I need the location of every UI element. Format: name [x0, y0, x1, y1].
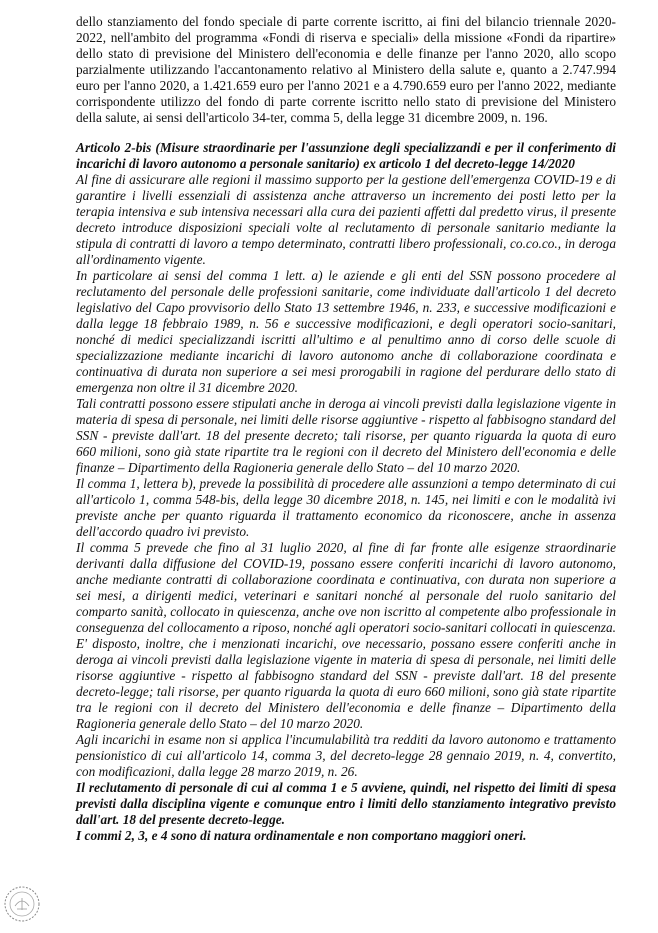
article-heading: Articolo 2-bis (Misure straordinarie per l'assunzione degli specializzandi e per il conferimento di incarichi di lavoro autonomo a personale sanitario) ex articolo 1 del decreto-legge 14/2020: [76, 140, 616, 171]
official-seal-icon: [2, 884, 42, 924]
body-paragraph: Agli incarichi in esame non si applica l'incumulabilità tra redditi da lavoro autonomo e trattamento pensionistico di cui all'articolo 14, comma 3, del decreto-legge 28 gennaio 2019, n. 4, convertito, con modificazioni, dalla legge 28 marzo 2019, n. 26.: [76, 732, 616, 779]
body-paragraph: Il comma 5 prevede che fino al 31 luglio 2020, al fine di far fronte alle esigenze straordinarie derivanti dalla diffusione del COVID-19, possano essere conferiti incarichi di lavoro autonomo, anche mediante contratti di collaborazione coordinata e continuativa, con durata non superiore a sei mesi, a dirigenti medici, veterinari e sanitari nonché al personale del ruolo sanitario del comparto sanità, collocato in quiescenza, anche ove non iscritto al competente albo professionale in conseguenza del collocamento a riposo, nonché agli operatori socio-sanitari collocati in quiescenza. E' disposto, inoltre, che i menzionati incarichi, ove necessario, possano essere conferiti anche in deroga ai vincoli previsti dalla legislazione vigente in materia di spesa di personale, nei limiti delle risorse aggiuntive - rispetto al fabbisogno standard del SSN - previste dall'art. 18 del presente decreto-legge; tali risorse, per quanto riguarda la quota di euro 660 milioni, sono già state ripartite tra le regioni con il decreto del Ministero dell'economia e delle finanze – Dipartimento della Ragioneria generale dello Stato – del 10 marzo 2020.: [76, 540, 616, 731]
body-paragraph: Tali contratti possono essere stipulati anche in deroga ai vincoli previsti dalla legislazione vigente in materia di spesa di personale, nei limiti delle risorse aggiuntive - rispetto al fabbisogno standard del SSN - previste dall'art. 18 del presente decreto; tali risorse, per quanto riguarda la quota di euro 660 milioni, sono già state ripartite tra le regioni con il decreto del Ministero dell'economia e delle finanze – Dipartimento della Ragioneria generale dello Stato – del 10 marzo 2020.: [76, 396, 616, 475]
document-page: [76, 14, 616, 844]
body-paragraph: In particolare ai sensi del comma 1 lett. a) le aziende e gli enti del SSN possono procedere al reclutamento del personale delle professioni sanitarie, come individuate dall'articolo 1 del decreto legislativo del Capo provvisorio dello Stato 13 settembre 1946, n. 233, e successive modificazioni e dalla legge 18 febbraio 1989, n. 56 e successive modificazioni, e degli operatori socio-sanitari, nonché di medici specializzandi iscritti all'ultimo e al penultimo anno di corso delle scuole di specializzazione mediante incarichi di lavoro autonomo anche di collaborazione coordinata e continuativa di durata non superiore a sei mesi prorogabili in ragione del perdurare dello stato di emergenza non oltre il 31 dicembre 2020.: [76, 268, 616, 395]
conclusion-paragraph: I commi 2, 3, e 4 sono di natura ordinamentale e non comportano maggiori oneri.: [76, 828, 527, 843]
body-paragraph: Al fine di assicurare alle regioni il massimo supporto per la gestione dell'emergenza COVID-19 e di garantire i livelli essenziali di assistenza anche attraverso un incremento dei posti letto per la terapia intensiva e sub intensiva necessari alla cura dei pazienti affetti dal predetto virus, il presente decreto introduce disposizioni speciali volte al reclutamento di personale sanitario mediante la stipula di contratti di lavoro a tempo determinato, contratti libero professionali, co.co.co., in deroga all'ordinamento vigente.: [76, 172, 616, 267]
body-paragraph: Il comma 1, lettera b), prevede la possibilità di procedere alle assunzioni a tempo determinato di cui all'articolo 1, comma 548-bis, della legge 30 dicembre 2018, n. 145, nei limiti e con le modalità ivi previste anche per quanto riguarda il trattamento economico da riconoscere, anche in assenza dell'accordo quadro ivi previsto.: [76, 476, 616, 539]
conclusion-paragraph: Il reclutamento di personale di cui al comma 1 e 5 avviene, quindi, nel rispetto dei limiti di spesa previsti dalla disciplina vigente e comunque entro i limiti dello stanziamento integrativo previsto dall'art. 18 del presente decreto-legge.: [76, 780, 616, 827]
intro-paragraph: dello stanziamento del fondo speciale di parte corrente iscritto, ai fini del bilancio triennale 2020-2022, nell'ambito del programma «Fondi di riserva e speciali» della missione «Fondi da ripartire» dello stato di previsione del Ministero dell'economia e delle finanze per l'anno 2020, allo scopo parzialmente utilizzando l'accantonamento relativo al Ministero della salute e, quanto a 2.747.994 euro per l'anno 2020, a 1.421.659 euro per l'anno 2021 e a 4.790.659 euro per l'anno 2022, mediante corrispondente utilizzo del fondo di parte corrente iscritto nello stato di previsione del Ministero della salute, ai sensi dell'articolo 34-ter, comma 5, della legge 31 dicembre 2009, n. 196.: [76, 14, 616, 125]
